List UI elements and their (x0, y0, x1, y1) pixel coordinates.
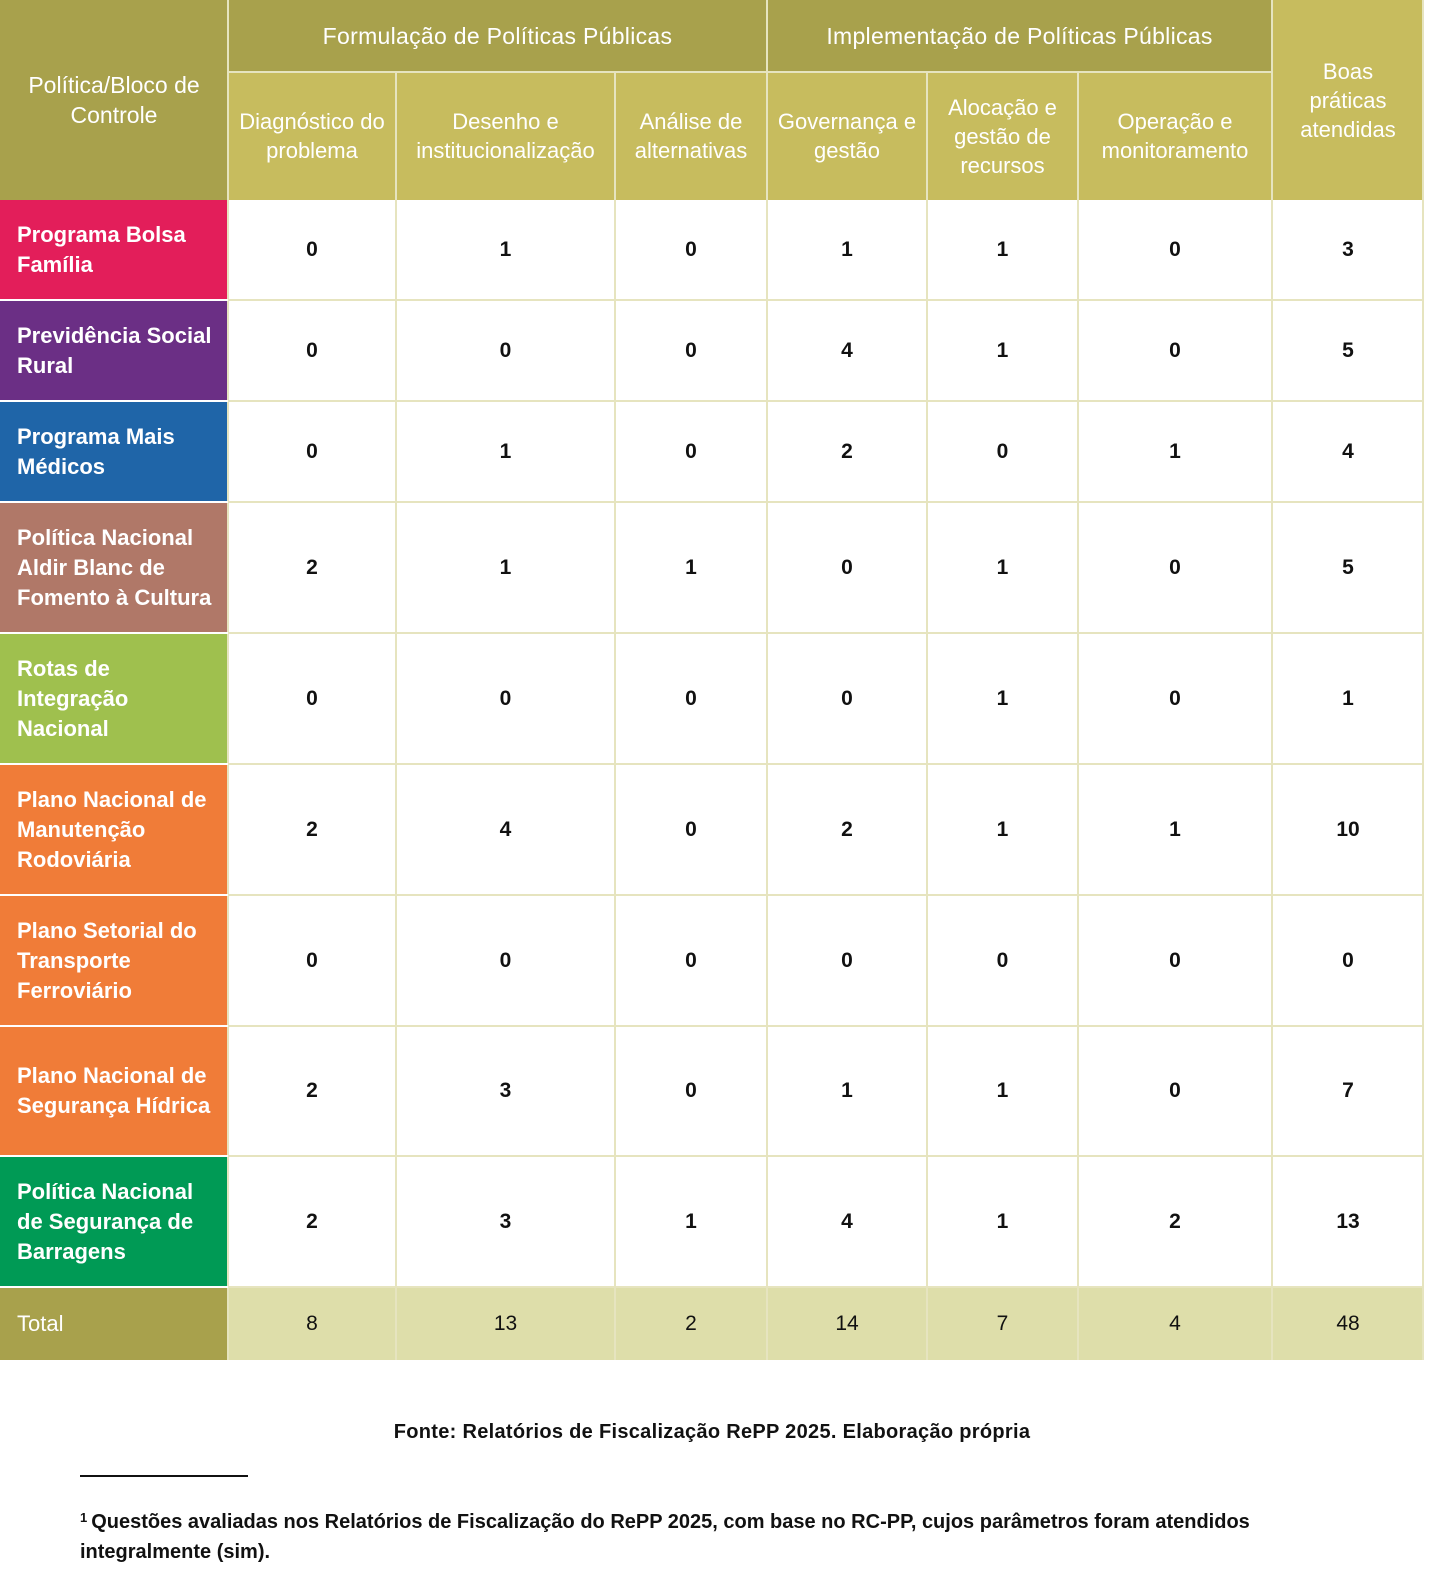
table-cell (1272, 1026, 1424, 1156)
cell-value: 0 (685, 238, 697, 261)
column-header-label: Boas práticas atendidas (1300, 58, 1396, 142)
cell-value: 2 (306, 1209, 318, 1233)
cell-value: 2 (1169, 1209, 1181, 1233)
table-cell (927, 1026, 1078, 1156)
total-label-text: Total (17, 1310, 64, 1336)
row-label-text: Programa Bolsa Família (17, 222, 186, 277)
column-header (228, 72, 396, 200)
table-cell (927, 401, 1078, 502)
table-cell (615, 300, 767, 401)
column-header (615, 72, 767, 200)
table-cell (927, 633, 1078, 764)
grid-line (228, 1155, 1424, 1157)
row-label (0, 895, 228, 1026)
cell-value: 1 (996, 1079, 1009, 1102)
table-cell (228, 200, 396, 300)
grid-line (0, 894, 228, 896)
cell-value: 0 (685, 817, 697, 841)
grid-line (395, 72, 397, 1360)
cell-value: 1 (841, 1079, 853, 1102)
cell-value: 1 (499, 238, 512, 261)
cell-value: 7 (1342, 1079, 1354, 1102)
column-header (1078, 72, 1272, 200)
grid-line (228, 632, 1424, 634)
grid-line (614, 72, 616, 1360)
cell-value: 0 (306, 338, 318, 362)
cell-value: 4 (841, 1209, 853, 1233)
grid-line (0, 299, 228, 301)
total-value: 14 (835, 1311, 859, 1335)
table-cell (615, 401, 767, 502)
row-label (0, 200, 228, 300)
table-cell (927, 502, 1078, 633)
table-cell (228, 502, 396, 633)
table-cell (396, 895, 615, 1026)
table-cell (1078, 633, 1272, 764)
table-cell (1078, 401, 1272, 502)
cell-value: 1 (1342, 686, 1354, 710)
table-cell (228, 401, 396, 502)
row-label-text: Programa Mais Médicos (17, 423, 175, 479)
table-cell (767, 895, 927, 1026)
cell-value: 2 (841, 439, 853, 463)
table-cell (767, 502, 927, 633)
row-label (0, 502, 228, 633)
table-cell (927, 1156, 1078, 1287)
cell-value: 0 (685, 1079, 697, 1102)
table-cell (1078, 895, 1272, 1026)
footnote-text: Questões avaliadas nos Relatórios de Fiscalização do RePP 2025, com base no RC-PP, cujos parâmetros foram atendidos integralmente (sim). (80, 1511, 1250, 1563)
grid-line (0, 1286, 228, 1288)
table-cell (927, 764, 1078, 895)
total-value: 13 (493, 1311, 518, 1335)
row-label-text: Plano Setorial do Transporte Ferroviário (17, 917, 197, 1003)
table-cell (1078, 502, 1272, 633)
cell-value: 0 (1169, 1079, 1181, 1102)
row-label (0, 401, 228, 502)
table-cell (396, 502, 615, 633)
cell-value: 0 (499, 338, 512, 362)
column-header-label: Alocação e gestão de recursos (948, 94, 1057, 178)
total-value: 8 (306, 1311, 318, 1335)
table-cell (927, 895, 1078, 1026)
table-cell (615, 1026, 767, 1156)
grid-line (0, 501, 228, 503)
cell-value: 0 (1169, 948, 1181, 972)
table-cell (1272, 502, 1424, 633)
table-cell (1078, 764, 1272, 895)
total-value: 2 (685, 1311, 697, 1335)
grid-line (0, 632, 228, 634)
table-cell (767, 633, 927, 764)
cell-value: 0 (1342, 948, 1354, 972)
table-cell (228, 300, 396, 401)
table-cell (767, 1026, 927, 1156)
cell-value: 0 (1169, 555, 1181, 579)
table-cell (615, 895, 767, 1026)
table-cell (1272, 895, 1424, 1026)
total-value: 48 (1336, 1311, 1360, 1335)
cell-value: 0 (1169, 686, 1181, 710)
total-cell (228, 1287, 396, 1360)
cell-value: 0 (306, 686, 318, 710)
footnote-divider (80, 1475, 248, 1477)
total-cell (1078, 1287, 1272, 1360)
group-header-implementacao (767, 0, 1272, 72)
group-header-label: Implementação de Políticas Públicas (826, 22, 1213, 49)
total-cell (396, 1287, 615, 1360)
total-cell (767, 1287, 927, 1360)
column-header (927, 72, 1078, 200)
cell-value: 0 (306, 439, 318, 463)
cell-value: 1 (499, 555, 512, 579)
table-cell (767, 200, 927, 300)
column-header-boas-praticas (1272, 0, 1424, 200)
row-label-text: Plano Nacional de Segurança Hídrica (17, 1063, 211, 1118)
cell-value: 2 (306, 817, 318, 841)
cell-value: 13 (1336, 1209, 1360, 1233)
total-cell (615, 1287, 767, 1360)
table-cell (396, 401, 615, 502)
cell-value: 0 (685, 948, 697, 972)
table-cell (396, 1026, 615, 1156)
row-label-text: Previdência Social Rural (17, 322, 212, 378)
grid-line (0, 1025, 228, 1027)
column-header-label: Governança e gestão (777, 109, 917, 163)
cell-value: 0 (841, 686, 853, 710)
row-label-text: Política Nacional Aldir Blanc de Fomento à Cultura (17, 524, 212, 610)
table-cell (396, 1156, 615, 1287)
column-header (396, 72, 615, 200)
grid-line (1077, 72, 1079, 1360)
row-label-text: Plano Nacional de Manutenção Rodoviária (17, 786, 207, 872)
grid-line (228, 894, 1424, 896)
cell-value: 3 (1342, 238, 1354, 261)
cell-value: 1 (996, 817, 1009, 841)
cell-value: 0 (685, 686, 697, 710)
table-cell (228, 764, 396, 895)
cell-value: 1 (996, 686, 1009, 710)
cell-value: 1 (1169, 439, 1181, 463)
cell-value: 4 (499, 817, 512, 841)
cell-value: 0 (996, 948, 1009, 972)
grid-line (228, 1025, 1424, 1027)
table-cell (615, 764, 767, 895)
cell-value: 4 (1342, 439, 1354, 463)
footnote (80, 1507, 1340, 1567)
table-cell (767, 401, 927, 502)
column-header-label: Operação e monitoramento (1101, 109, 1249, 163)
table-cell (396, 764, 615, 895)
table-cell (228, 1026, 396, 1156)
cell-value: 5 (1342, 555, 1354, 579)
grid-line (228, 763, 1424, 765)
cell-value: 10 (1336, 817, 1360, 841)
column-header-label: Desenho e institucionalização (416, 109, 595, 163)
cell-value: 1 (1169, 817, 1181, 841)
table-cell (1272, 764, 1424, 895)
cell-value: 4 (841, 338, 853, 362)
row-label-text: Política Nacional de Segurança de Barragens (17, 1178, 194, 1264)
cell-value: 1 (685, 555, 697, 579)
row-label-text: Rotas de Integração Nacional (17, 655, 129, 741)
grid-line (0, 1155, 228, 1157)
table-cell (1272, 300, 1424, 401)
table-cell (1272, 200, 1424, 300)
cell-value: 0 (499, 686, 512, 710)
total-value: 4 (1169, 1311, 1181, 1335)
cell-value: 2 (306, 555, 318, 579)
cell-value: 0 (1169, 338, 1181, 362)
table-cell (396, 300, 615, 401)
table-cell (615, 633, 767, 764)
table-cell (1272, 401, 1424, 502)
total-cell (1272, 1287, 1424, 1360)
cell-value: 1 (996, 1209, 1009, 1233)
column-header (767, 72, 927, 200)
group-header-formulacao (228, 0, 767, 72)
source-caption: Fonte: Relatórios de Fiscalização RePP 2025. Elaboração própria (393, 1421, 1031, 1443)
table-cell (1078, 1156, 1272, 1287)
cell-value: 3 (499, 1079, 512, 1102)
column-header-label: Análise de alternativas (634, 109, 748, 163)
cell-value: 3 (499, 1209, 512, 1233)
cell-value: 0 (996, 439, 1009, 463)
cell-value: 1 (996, 555, 1009, 579)
cell-value: 0 (685, 439, 697, 463)
row-label (0, 764, 228, 895)
cell-value: 0 (841, 948, 853, 972)
cell-value: 1 (841, 238, 853, 261)
table-cell (767, 764, 927, 895)
table-cell (228, 1156, 396, 1287)
table-cell (615, 200, 767, 300)
cell-value: 1 (996, 238, 1009, 261)
table-cell (767, 1156, 927, 1287)
total-cell (927, 1287, 1078, 1360)
table-cell (396, 200, 615, 300)
grid-line (926, 72, 928, 1360)
footnote-marker: 1 (80, 1510, 88, 1525)
table-cell (615, 1156, 767, 1287)
corner-header (0, 0, 228, 200)
grid-line (0, 400, 228, 402)
table-cell (927, 300, 1078, 401)
cell-value: 0 (1169, 238, 1181, 261)
grid-line (228, 71, 1272, 73)
cell-value: 0 (841, 555, 853, 579)
row-label (0, 1026, 228, 1156)
table-cell (767, 300, 927, 401)
grid-line (228, 299, 1424, 301)
total-value: 7 (996, 1311, 1009, 1335)
table-cell (1272, 633, 1424, 764)
table-cell (228, 633, 396, 764)
cell-value: 5 (1342, 338, 1354, 362)
table-cell (396, 633, 615, 764)
table-cell (1272, 1156, 1424, 1287)
row-label (0, 300, 228, 401)
total-row-label (0, 1287, 228, 1360)
table-cell (615, 502, 767, 633)
cell-value: 0 (306, 238, 318, 261)
table-cell (1078, 300, 1272, 401)
cell-value: 2 (841, 817, 853, 841)
table-cell (1078, 1026, 1272, 1156)
row-label (0, 1156, 228, 1287)
row-label (0, 633, 228, 764)
cell-value: 2 (306, 1079, 318, 1102)
grid-line (228, 501, 1424, 503)
grid-line (228, 400, 1424, 402)
grid-line (0, 763, 228, 765)
grid-line (228, 1286, 1424, 1288)
table-cell (228, 895, 396, 1026)
cell-value: 0 (499, 948, 512, 972)
group-header-label: Formulação de Políticas Públicas (322, 22, 673, 49)
cell-value: 0 (685, 338, 697, 362)
corner-header-label: Política/Bloco de Controle (28, 72, 200, 128)
cell-value: 1 (996, 338, 1009, 362)
table-cell (927, 200, 1078, 300)
column-header-label: Diagnóstico do problema (239, 109, 385, 163)
table-cell (1078, 200, 1272, 300)
cell-value: 1 (685, 1209, 697, 1233)
cell-value: 1 (499, 439, 512, 463)
cell-value: 0 (306, 948, 318, 972)
